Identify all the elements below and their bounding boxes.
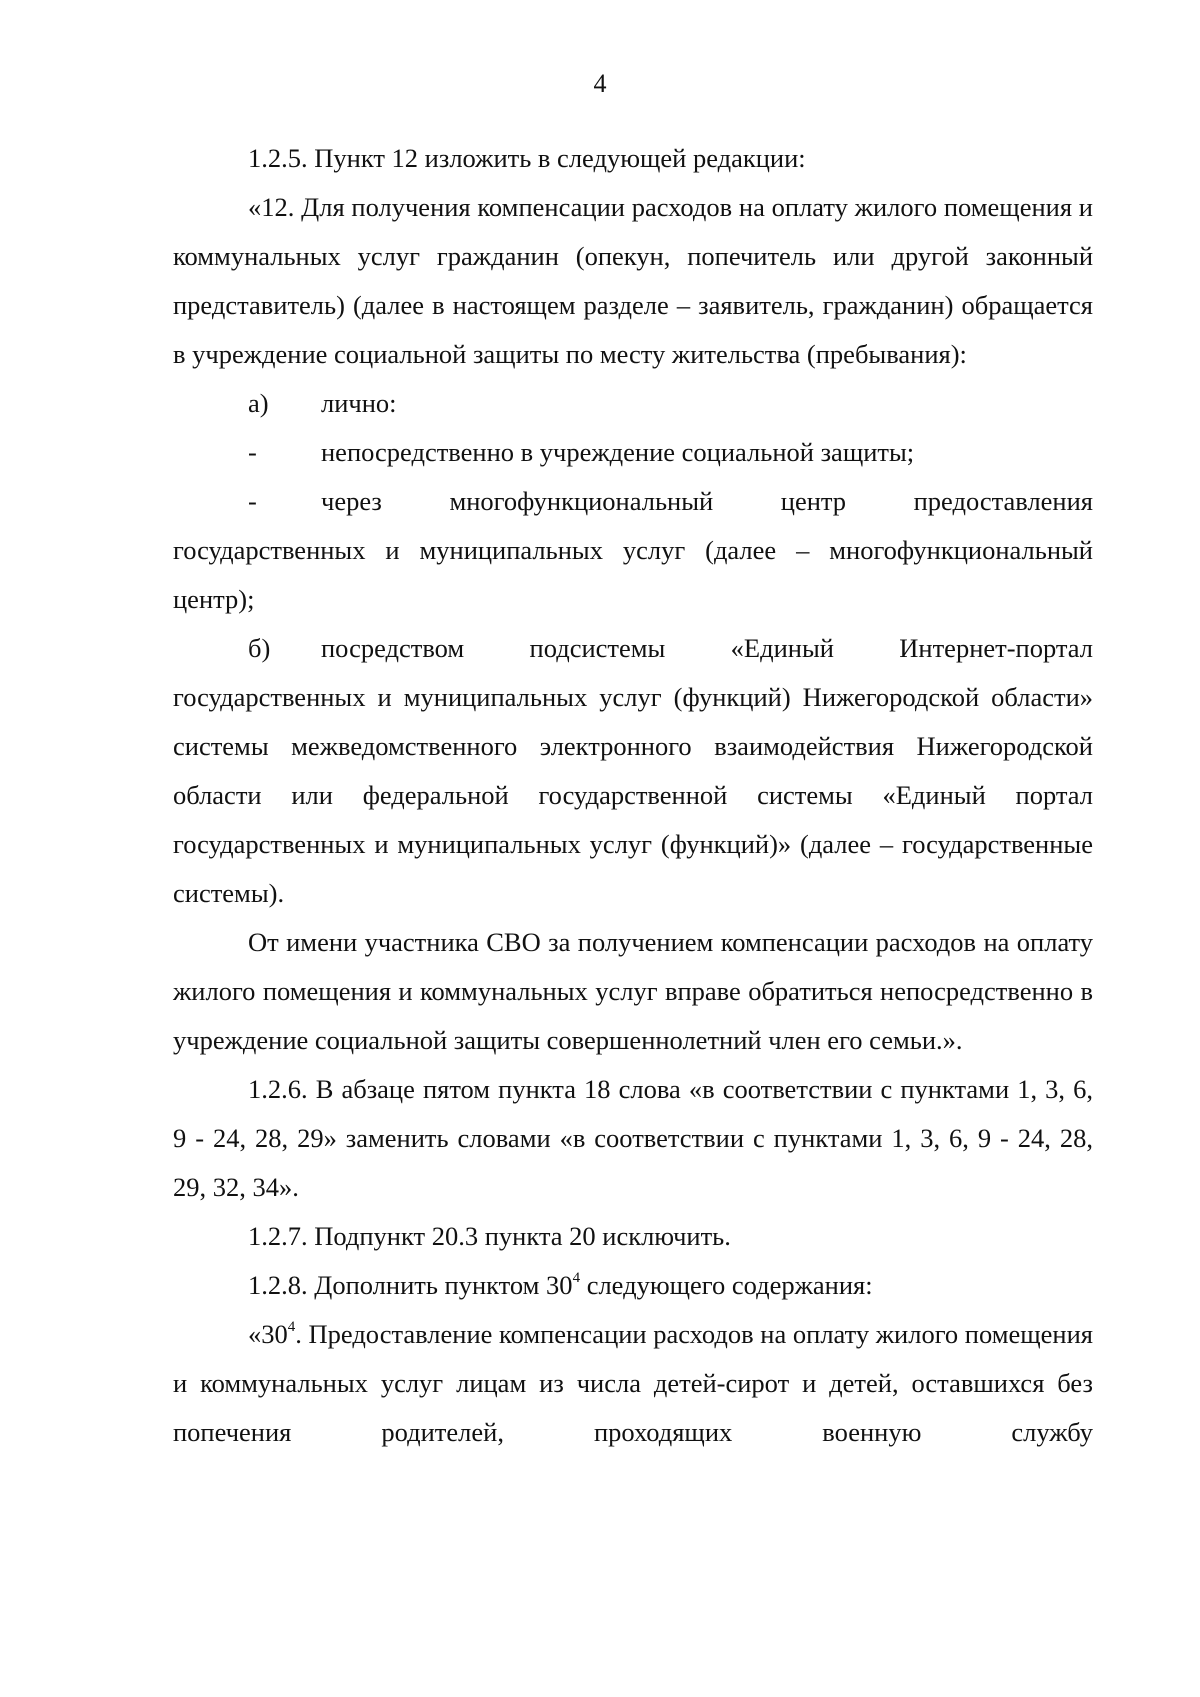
list-text-b-continuation: государственных и муниципальных услуг (функций) Нижегородской области» системы межведомственного электронного взаимодействия Нижегородской области или федеральной государственной системы «Единый портал государственных и муниципальных услуг (функций)» (далее – государственные системы). [173, 682, 1093, 908]
paragraph-1-2-7: 1.2.7. Подпункт 20.3 пункта 20 исключить. [248, 1221, 731, 1251]
list-marker-dash-1: - [248, 437, 257, 467]
page-number: 4 [593, 69, 607, 98]
paragraph-svo: От имени участника СВО за получением компенсации расходов на оплату жилого помещения и коммунальных услуг вправе обратиться непосредственно в учреждение социальной защиты совершеннолетний член его семьи.». [173, 927, 1093, 1055]
paragraph-12: «12. Для получения компенсации расходов на оплату жилого помещения и коммунальных услуг гражданин (опекун, попечитель или другой законный представитель) (далее в настоящем разделе – заявитель, гражданин) обращается в учреждение социальной защиты по месту жительства (пребывания): [173, 192, 1093, 369]
document-body [173, 134, 1093, 1457]
paragraph-30-4 [173, 1310, 1093, 1457]
paragraph-1-2-8 [173, 1261, 1093, 1310]
list-marker-b: б) [248, 633, 271, 663]
list-text-dash-2-first-line: через многофункциональный центр предоставления [321, 486, 1093, 516]
paragraph-1-2-8-text: 1.2.8. Дополнить пунктом 30 [248, 1270, 573, 1300]
paragraph-1-2-6: 1.2.6. В абзаце пятом пункта 18 слова «в соответствии с пунктами 1, 3, 6, 9 - 24, 28, 29» заменить словами «в соответствии с пунктами 1, 3, 6, 9 - 24, 28, 29, 32, 34». [173, 1074, 1093, 1202]
superscript-4: 4 [572, 1270, 581, 1287]
list-text-a: лично: [321, 388, 397, 418]
list-item-dash-1 [173, 428, 1093, 477]
paragraph-1-2-5: 1.2.5. Пункт 12 изложить в следующей редакции: [248, 143, 806, 173]
paragraph-30-4-lead: «30 [248, 1319, 288, 1349]
list-text-dash-1: непосредственно в учреждение социальной защиты; [321, 437, 915, 467]
list-text-b-first-line: посредством подсистемы «Единый Интернет-портал [321, 633, 1093, 663]
list-marker-a: а) [248, 388, 269, 418]
paragraph-1-2-8-tail: следующего содержания: [580, 1270, 873, 1300]
list-item-dash-2 [173, 477, 1093, 624]
list-item-b [173, 624, 1093, 918]
superscript-4: 4 [287, 1319, 296, 1336]
paragraph-30-4-text: . Предоставление компенсации расходов на оплату жилого помещения и коммунальных услуг лицам из числа детей-сирот и детей, оставшихся без попечения родителей, проходящих военную службу [173, 1319, 1093, 1447]
list-marker-dash-2: - [248, 486, 257, 516]
list-item-a [173, 379, 1093, 428]
list-text-dash-2-continuation: государственных и муниципальных услуг (далее – многофункциональный центр); [173, 535, 1093, 614]
